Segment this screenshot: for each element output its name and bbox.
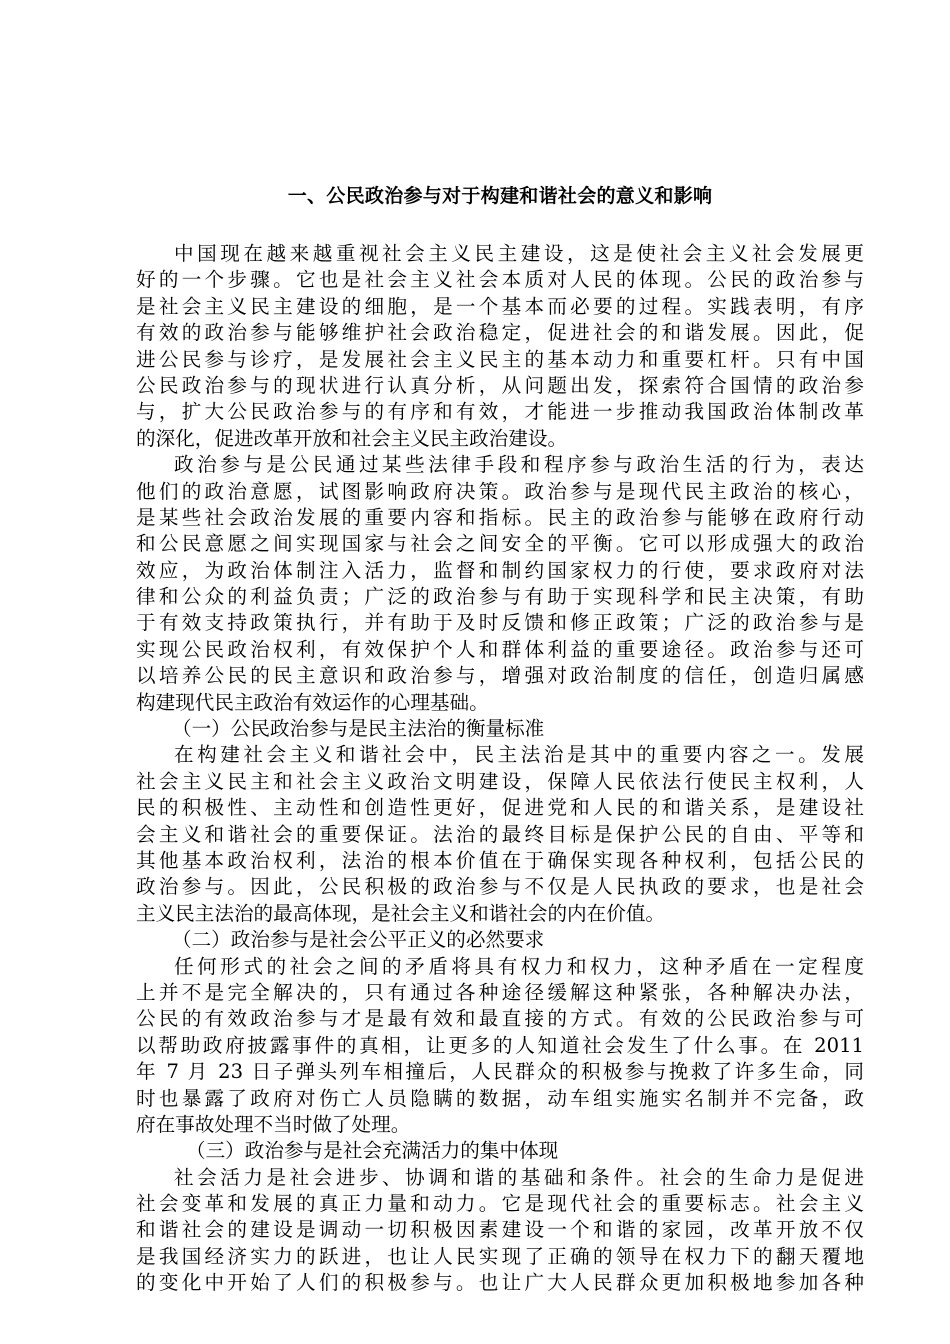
text-line: 年 7 月 23 日子弹头列车相撞后，人民群众的积极参与挽救了许多生命，同 <box>136 1060 864 1084</box>
text-line: 在构建社会主义和谐社会中，民主法治是其中的重要内容之一。发展 <box>174 743 864 767</box>
text-line: 是我国经济实力的跃进，也让人民实现了正确的领导在权力下的翻天覆地 <box>136 1244 864 1268</box>
text-line: 政治参与。因此，公民积极的政治参与不仅是人民执政的要求，也是社会 <box>136 875 864 899</box>
text-line: 上并不是完全解决的，只有通过各种途径缓解这种紧张，各种解决办法， <box>136 980 864 1004</box>
text-line: 与，扩大公民政治参与的有序和有效，才能进一步推动我国政治体制改革 <box>136 400 864 424</box>
text-line: 社会变革和发展的真正力量和动力。它是现代社会的重要标志。社会主义 <box>136 1192 864 1216</box>
text-line: 会主义和谐社会的重要保证。法治的最终目标是保护公民的自由、平等和 <box>136 822 864 846</box>
text-line: 以培养公民的民主意识和政治参与，增强对政治制度的信任，创造归属感 <box>136 664 864 688</box>
text-line: 社会活力是社会进步、协调和谐的基础和条件。社会的生命力是促进 <box>174 1165 864 1189</box>
text-line: 和公民意愿之间实现国家与社会之间安全的平衡。它可以形成强大的政治 <box>136 532 864 556</box>
text-line: 民的积极性、主动性和创造性更好，促进党和人民的和谐关系，是建设社 <box>136 796 864 820</box>
text-line: 以帮助政府披露事件的真相，让更多的人知道社会发生了什么事。在 2011 <box>136 1033 864 1057</box>
text-line: 是某些社会政治发展的重要内容和指标。民主的政治参与能够在政府行动 <box>136 505 864 529</box>
text-line: 任何形式的社会之间的矛盾将具有权力和权力，这种矛盾在一定程度 <box>174 954 864 978</box>
text-line: 实现公民政治权利，有效保护个人和群体利益的重要途径。政治参与还可 <box>136 637 864 661</box>
text-line: 主义民主法治的最高体现，是社会主义和谐社会的内在价值。 <box>136 901 666 925</box>
subheading: （三）政治参与是社会充满活力的集中体现 <box>186 1139 559 1163</box>
text-line: 其他基本政治权利，法治的根本价值在于确保实现各种权利，包括公民的 <box>136 848 864 872</box>
text-line: 他们的政治意愿，试图影响政府决策。政治参与是现代民主政治的核心， <box>136 479 864 503</box>
text-line: 的深化，促进改革开放和社会主义民主政治建设。 <box>136 426 568 450</box>
text-line: 进公民参与诊疗，是发展社会主义民主的基本动力和重要杠杆。只有中国 <box>136 347 864 371</box>
text-line: 公民的有效政治参与才是最有效和最直接的方式。有效的公民政治参与可 <box>136 1007 864 1031</box>
text-line: 的变化中开始了人们的积极参与。也让广大人民群众更加积极地参加各种 <box>136 1271 864 1295</box>
text-line: 公民政治参与的现状进行认真分析，从问题出发，探索符合国情的政治参 <box>136 373 864 397</box>
text-line: 律和公众的利益负责；广泛的政治参与有助于实现科学和民主决策，有助 <box>136 585 864 609</box>
text-line: 时也暴露了政府对伤亡人员隐瞒的数据，动车组实施实名制并不完备，政 <box>136 1086 864 1110</box>
text-line: 好的一个步骤。它也是社会主义社会本质对人民的体现。公民的政治参与 <box>136 268 864 292</box>
text-line: 是社会主义民主建设的细胞，是一个基本而必要的过程。实践表明，有序 <box>136 294 864 318</box>
text-line: 社会主义民主和社会主义政治文明建设，保障人民依法行使民主权利，人 <box>136 769 864 793</box>
text-line: 和谐社会的建设是调动一切积极因素建设一个和谐的家园，改革开放不仅 <box>136 1218 864 1242</box>
subheading: （一）公民政治参与是民主法治的衡量标准 <box>172 717 545 741</box>
text-line: 于有效支持政策执行，并有助于及时反馈和修正政策；广泛的政治参与是 <box>136 611 864 635</box>
text-line: 有效的政治参与能够维护社会政治稳定，促进社会的和谐发展。因此，促 <box>136 321 864 345</box>
text-line: 中国现在越来越重视社会主义民主建设，这是使社会主义社会发展更 <box>174 242 864 265</box>
text-line: 效应，为政治体制注入活力，监督和制约国家权力的行使，要求政府对法 <box>136 558 864 582</box>
body-text <box>136 241 864 1297</box>
subheading: （二）政治参与是社会公平正义的必然要求 <box>172 928 545 952</box>
text-line: 府在事故处理不当时做了处理。 <box>136 1112 411 1136</box>
text-line: 构建现代民主政治有效运作的心理基础。 <box>136 690 489 714</box>
section-title: 一、公民政治参与对于构建和谐社会的意义和影响 <box>287 185 713 207</box>
text-line: 政治参与是公民通过某些法律手段和程序参与政治生活的行为，表达 <box>174 453 864 477</box>
